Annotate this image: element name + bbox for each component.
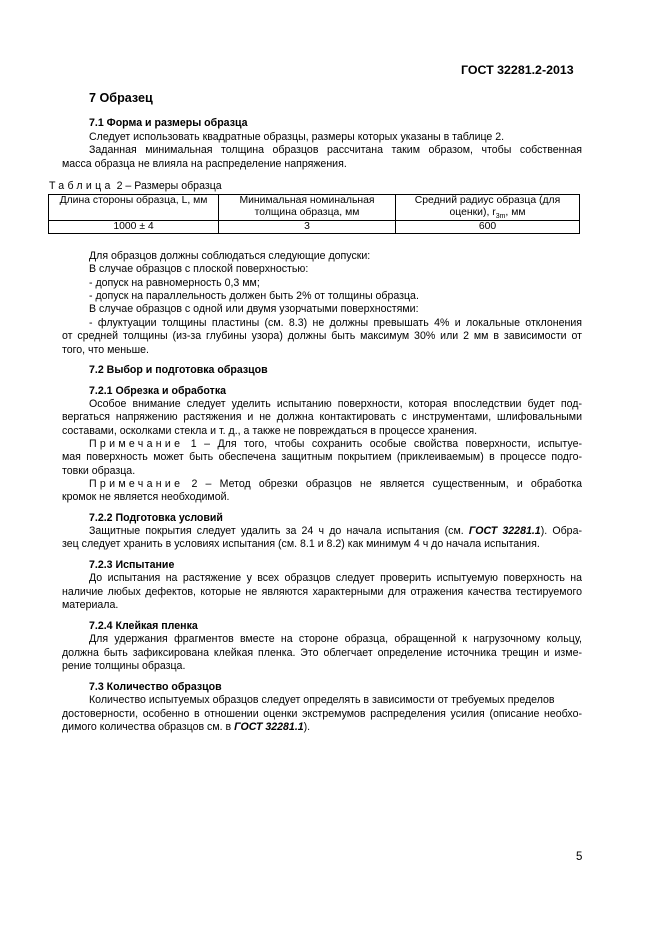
paragraph: димого количества образцов см. в ГОСТ 32281.1).: [62, 721, 311, 733]
paragraph: Количество испытуемых образцов следует определять в зависимости от требуемых пределов: [89, 694, 555, 706]
table-header-cell: Минимальная номинальная толщина образца, мм: [219, 195, 396, 221]
table-cell: 3: [219, 220, 396, 233]
list-item: - допуск на параллельность должен быть 2% от толщины образца.: [89, 290, 419, 302]
reference-link: ГОСТ 32281.1: [468, 525, 541, 537]
note-2-text: кромок не является необходимой.: [62, 491, 230, 503]
reference-link: ГОСТ 32281.1: [234, 721, 304, 733]
note-1-text: мая поверхность может быть обеспечена защитным покрытием (приклеиваемым) в процессе подго-: [62, 451, 582, 463]
subsection-7-2-4-title: 7.2.4 Клейкая пленка: [89, 620, 198, 632]
list-item: от средней толщины (из-за глубины узора) должны быть максимум 30% или 2 мм в зависимости от: [62, 330, 582, 342]
paragraph: Для удержания фрагментов вместе на стороне образца, обращенной к нагрузочному кольцу,: [89, 633, 582, 645]
paragraph: До испытания на растяжение у всех образцов следует проверить испытуемую поверхность на: [89, 572, 582, 584]
subsection-7-1-title: 7.1 Форма и размеры образца: [89, 117, 248, 129]
paragraph: масса образца не влияла на распределение напряжения.: [62, 158, 347, 170]
paragraph: достоверности, особенно в отношении оценки экстремумов распределения усилия (описание необхо-: [62, 708, 582, 720]
table-row: [49, 220, 580, 233]
paragraph: Для образцов должны соблюдаться следующие допуски:: [89, 250, 371, 262]
paragraph: В случае образцов с плоской поверхностью:: [89, 263, 309, 275]
page-number: 5: [576, 851, 583, 863]
subsection-7-2-title: 7.2 Выбор и подготовка образцов: [89, 364, 268, 376]
note-1: Примечание 1 – Для того, чтобы сохранить особые свойства поверхности, испытуе-: [89, 438, 582, 450]
paragraph: Заданная минимальная толщина образцов рассчитана таким образом, чтобы собственная: [89, 144, 582, 156]
table-cell: 600: [396, 220, 580, 233]
table-header-row: [49, 195, 580, 221]
section-title: 7 Образец: [89, 91, 153, 105]
subsection-7-2-3-title: 7.2.3 Испытание: [89, 559, 175, 571]
list-item: - флуктуации толщины пластины (см. 8.3) не должны превышать 4% и локальные отклонения: [89, 317, 582, 329]
paragraph: рение толщины образца.: [62, 660, 186, 672]
paragraph: составами, осколками стекла и т. д., а также не повреждаться в процессе хранения.: [62, 425, 478, 437]
table-cell: 1000 ± 4: [49, 220, 219, 233]
table-header-cell: Длина стороны образца, L, мм: [49, 195, 219, 221]
paragraph: Следует использовать квадратные образцы, размеры которых указаны в таблице 2.: [89, 131, 505, 143]
dimensions-table: [48, 194, 580, 234]
note-label: Примечание: [89, 438, 184, 450]
paragraph: Защитные покрытия следует удалить за 24 ч до начала испытания (см. ГОСТ 32281.1). Обра-: [89, 525, 582, 537]
document-header: ГОСТ 32281.2-2013: [461, 63, 574, 77]
note-label: Примечание: [89, 478, 184, 490]
paragraph: должна быть зафиксирована клейкая пленка. Это облегчает определение источника трещин и изме-: [62, 647, 582, 659]
table-caption-label: Таблица: [49, 180, 114, 192]
paragraph: Особое внимание следует уделить испытанию поверхности, которая впоследствии будет под-: [89, 398, 582, 410]
paragraph: наличие любых дефектов, которые не являются характерными для отражения качества тестируемого: [62, 586, 582, 598]
table-header-cell: Средний радиус образца (для оценки), $r_{3m}$, мм: [396, 195, 580, 221]
table-caption: [49, 180, 222, 194]
list-item: того, что меньше.: [62, 344, 149, 356]
subsection-7-3-title: 7.3 Количество образцов: [89, 681, 222, 693]
table-caption-text: 2 – Размеры образца: [113, 180, 222, 192]
subsection-7-2-1-title: 7.2.1 Обрезка и обработка: [89, 385, 227, 397]
paragraph: вергаться напряжению растяжения и не должна контактировать с инструментами, шлифовальными: [62, 411, 582, 423]
paragraph: материала.: [62, 599, 119, 611]
note-1-text: товки образца.: [62, 465, 136, 477]
paragraph: В случае образцов с одной или двумя узорчатыми поверхностями:: [89, 303, 419, 315]
subsection-7-2-2-title: 7.2.2 Подготовка условий: [89, 512, 223, 524]
note-2: Примечание 2 – Метод обрезки образцов не является существенным, и обработка: [89, 478, 582, 490]
paragraph: зец следует хранить в условиях испытания (см. 8.1 и 8.2) как минимум 4 ч до начала испытания.: [62, 538, 540, 550]
list-item: - допуск на равномерность 0,3 мм;: [89, 277, 260, 289]
